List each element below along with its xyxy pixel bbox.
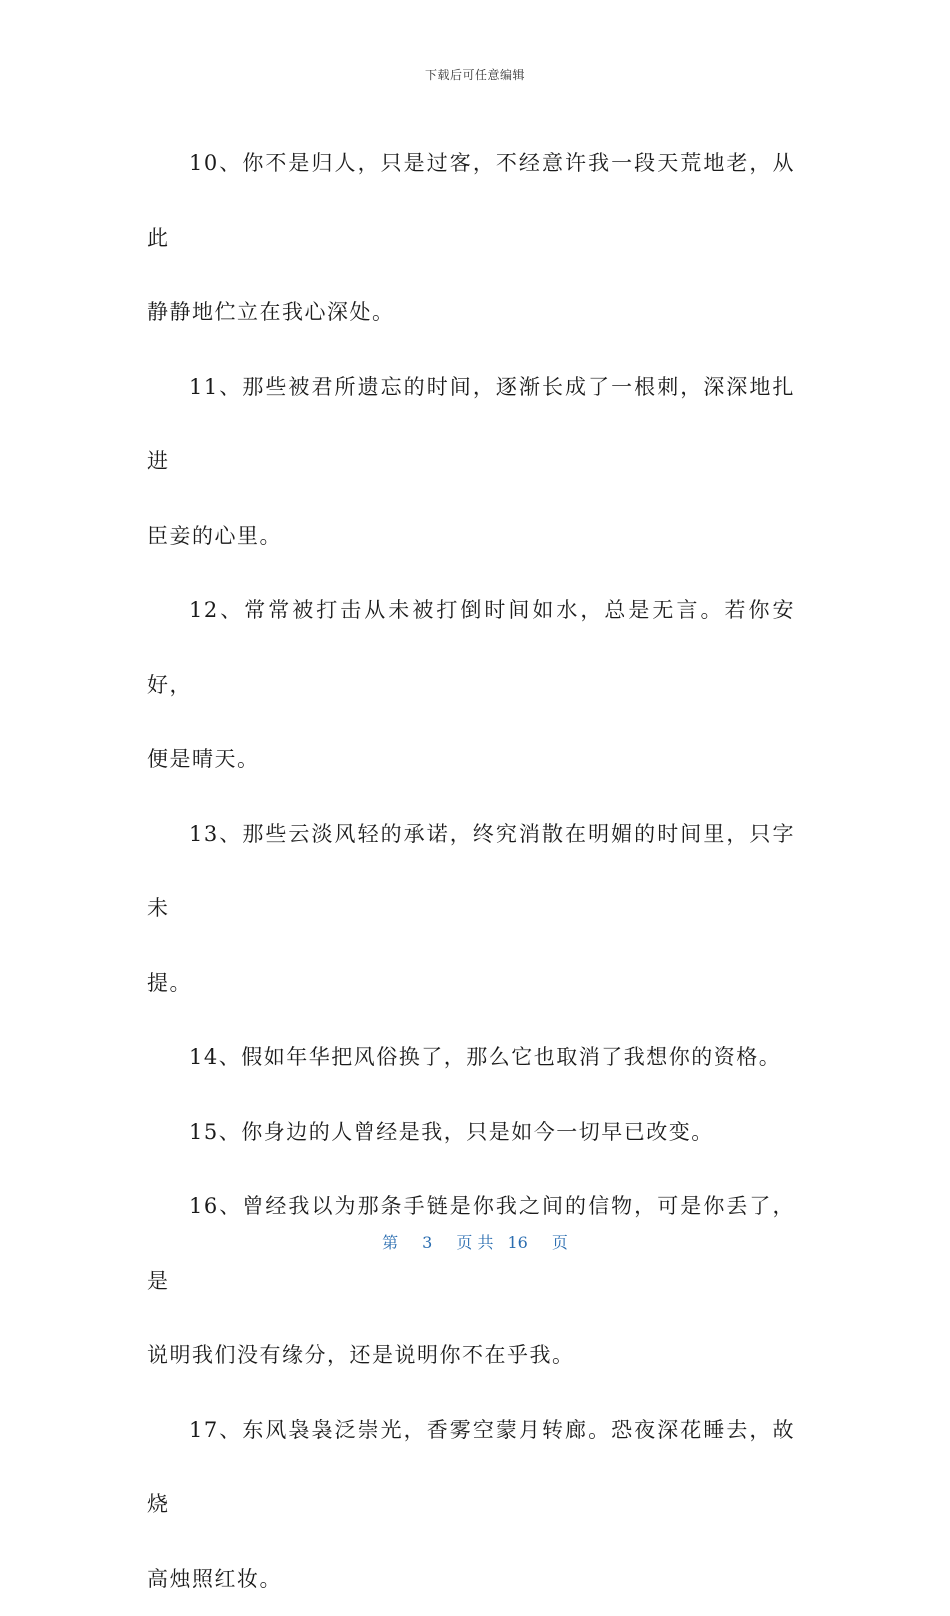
paragraph-line: 高烛照红妆。 [147, 1542, 795, 1616]
paragraph-line: 便是晴天。 [147, 722, 795, 797]
footer-suffix: 页 [552, 1230, 568, 1253]
total-pages: 16 [507, 1233, 527, 1252]
paragraph-line: 说明我们没有缘分，还是说明你不在乎我。 [147, 1318, 795, 1393]
paragraph-line: 静静地伫立在我心深处。 [147, 275, 795, 350]
paragraph-line: 提。 [147, 946, 795, 1021]
paragraph-line: 臣妾的心里。 [147, 499, 795, 574]
document-body [147, 126, 795, 1616]
paragraph-15 [147, 1095, 795, 1170]
paragraph-14 [147, 1020, 795, 1095]
paragraph-line: 10、你不是归人，只是过客，不经意许我一段天荒地老，从此 [147, 126, 795, 275]
paragraph-12 [147, 573, 795, 797]
paragraph-17 [147, 1393, 795, 1616]
paragraph-line: 17、东风袅袅泛崇光，香雾空蒙月转廊。恐夜深花睡去，故烧 [147, 1393, 795, 1542]
footer-middle: 页 共 [456, 1230, 493, 1253]
paragraph-line: 14、假如年华把风俗换了，那么它也取消了我想你的资格。 [147, 1020, 795, 1095]
paragraph-line: 16、曾经我以为那条手链是你我之间的信物，可是你丢了，是 [147, 1169, 795, 1318]
paragraph-line: 11、那些被君所遗忘的时间，逐渐长成了一根刺，深深地扎进 [147, 350, 795, 499]
paragraph-16 [147, 1169, 795, 1393]
paragraph-line: 12、常常被打击从未被打倒时间如水，总是无言。若你安好， [147, 573, 795, 722]
current-page-number: 3 [422, 1233, 432, 1252]
page-header: 下载后可任意编辑 [0, 66, 950, 83]
paragraph-line: 13、那些云淡风轻的承诺，终究消散在明媚的时间里，只字未 [147, 797, 795, 946]
paragraph-10 [147, 126, 795, 350]
paragraph-13 [147, 797, 795, 1021]
paragraph-11 [147, 350, 795, 574]
page-footer [0, 1230, 950, 1253]
paragraph-line: 15、你身边的人曾经是我，只是如今一切早已改变。 [147, 1095, 795, 1170]
footer-prefix: 第 [382, 1230, 398, 1253]
